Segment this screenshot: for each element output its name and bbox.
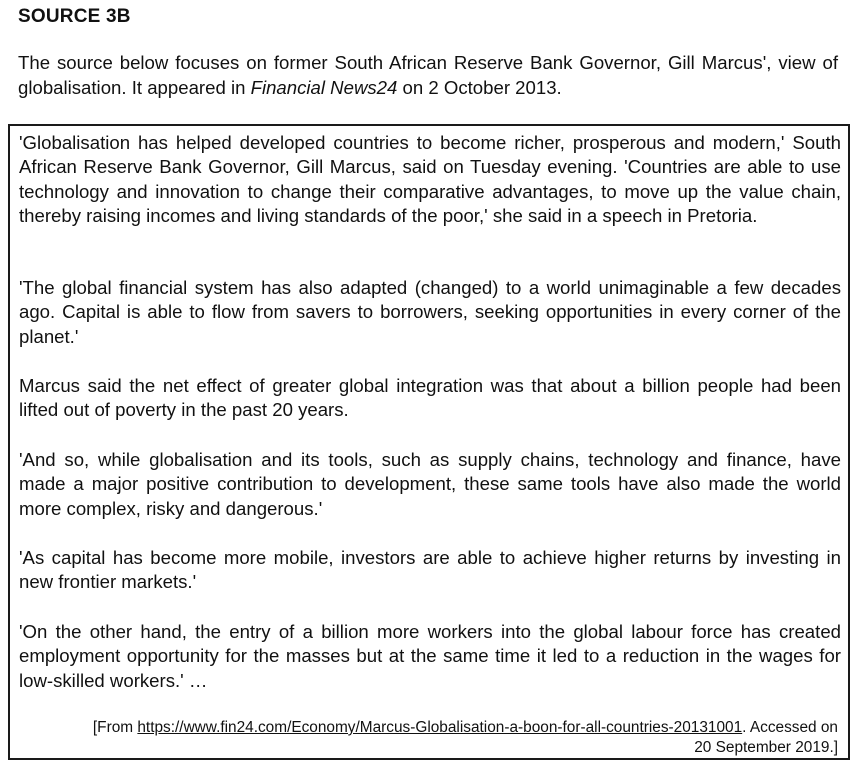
intro-date-text: on 2 October 2013. bbox=[397, 77, 562, 98]
source-introduction bbox=[18, 50, 838, 100]
citation-prefix: [From bbox=[92, 719, 138, 736]
source-heading: SOURCE 3B bbox=[18, 6, 131, 27]
publication-name: Financial News24 bbox=[250, 77, 398, 98]
paragraph-5: 'As capital has become more mobile, investors are able to achieve higher returns by investing in new frontier markets.' bbox=[19, 547, 841, 593]
source-extract-box bbox=[8, 124, 850, 760]
citation-url-link[interactable]: https://www.fin24.com/Economy/Marcus-Globalisation-a-boon-for-all-countries-20131001 bbox=[137, 719, 743, 736]
citation-accessed: . Accessed on 20 September 2019.] bbox=[694, 719, 838, 756]
paragraph-4: 'And so, while globalisation and its tools, such as supply chains, technology and finance, have made a major positive contribution to development, these same tools have also made the world more complex, risky and dangerous.' bbox=[19, 449, 841, 519]
paragraph-1: 'Globalisation has helped developed countries to become richer, prosperous and modern,' South African Reserve Bank Governor, Gill Marcus, said on Tuesday evening. 'Countries are able to use technology and innovation to change their comparative advantages, to move up the value chain, thereby raising incomes and living standards of the poor,' she said in a speech in Pretoria. bbox=[19, 132, 841, 227]
paragraph-2: 'The global financial system has also adapted (changed) to a world unimaginable a few decades ago. Capital is able to flow from savers to borrowers, seeking opportunities in every corner of the planet.' bbox=[19, 277, 841, 347]
source-citation bbox=[78, 718, 838, 758]
intro-text: The source below focuses on former South African Reserve Bank Governor, Gill Marcus', view of globalisation. It appeared in bbox=[18, 52, 838, 98]
paragraph-3: Marcus said the net effect of greater global integration was that about a billion people had been lifted out of poverty in the past 20 years. bbox=[19, 375, 841, 421]
paragraph-6: 'On the other hand, the entry of a billion more workers into the global labour force has created employment opportunity for the masses but at the same time it led to a reduction in the wages for low-skilled workers.' … bbox=[19, 621, 841, 691]
